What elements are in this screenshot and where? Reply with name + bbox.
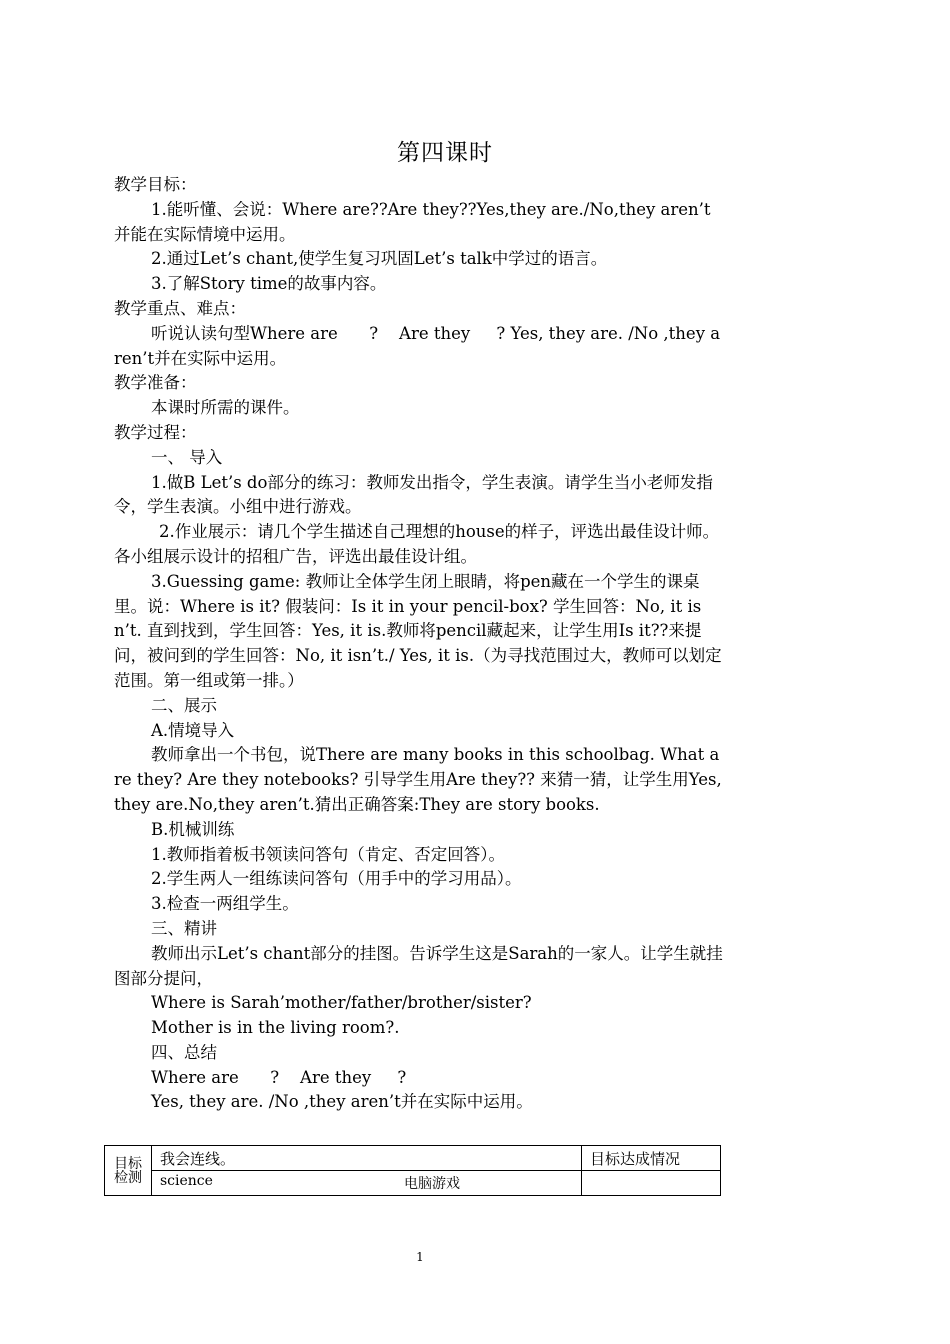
goal-table-status-header: 目标达成情况 — [582, 1146, 721, 1171]
paragraph: 四、总结 — [151, 1042, 217, 1062]
paragraph: 教师出示Let’s chant部分的挂图。告诉学生这是Sarah的一家人。让学生就挂图部分提问， — [114, 943, 723, 988]
paragraph: 1.教师指着板书领读问答句（肯定、否定回答）。 — [151, 844, 505, 864]
paragraph: 听说认读句型Where are ? Are they ? Yes, they are. /No ,they aren’t并在实际中运用。 — [114, 323, 721, 368]
match-left-item: science — [160, 1173, 213, 1189]
paragraph: 3.检查一两组学生。 — [151, 894, 299, 914]
goal-table — [104, 1145, 721, 1196]
page-number: 1 — [416, 1250, 424, 1264]
page-title: 第四课时 — [397, 140, 493, 166]
paragraph: Mother is in the living room?. — [151, 1018, 400, 1038]
paragraph: 教学过程： — [114, 422, 197, 442]
paragraph: 三、精讲 — [151, 918, 217, 938]
lesson-body — [114, 173, 726, 1115]
paragraph: Where is Sarah’mother/father/brother/sister? — [151, 993, 532, 1013]
goal-table-status-cell — [582, 1171, 721, 1196]
paragraph: 教学准备： — [114, 373, 197, 393]
paragraph: 二、展示 — [151, 695, 217, 715]
paragraph: 2.通过Let’s chant,使学生复习巩固Let’s talk中学过的语言。 — [151, 249, 608, 269]
paragraph: 3.了解Story time的故事内容。 — [151, 274, 387, 294]
paragraph: 教学目标： — [114, 175, 197, 194]
paragraph: 本课时所需的课件。 — [151, 398, 300, 418]
paragraph: A.情境导入 — [151, 720, 235, 740]
match-right-item: 电脑游戏 — [404, 1176, 460, 1192]
goal-table-task: 我会连线。 — [152, 1146, 582, 1171]
paragraph: 教师拿出一个书包，说There are many books in this schoolbag. What are they? Are they notebooks? 引导学生用Are they?? 来猜一猜，让学生用Yes,they are.No,they aren’t.猜出正确答案:They are story books. — [114, 745, 722, 814]
paragraph: 2.作业展示：请几个学生描述自己理想的house的样子，评选出最佳设计师。各小组展示设计的招租广告，评选出最佳设计组。 — [114, 522, 720, 566]
goal-table-label: 目标检测 — [105, 1146, 152, 1196]
paragraph: 一、 导入 — [151, 447, 223, 467]
paragraph: 1.做B Let’s do部分的练习：教师发出指令，学生表演。请学生当小老师发指令，学生表演。小组中进行游戏。 — [114, 472, 713, 517]
paragraph: Yes, they are. /No ,they aren’t并在实际中运用。 — [151, 1092, 533, 1112]
paragraph: 2.学生两人一组练读问答句（用手中的学习用品）。 — [151, 869, 522, 889]
paragraph: 3.Guessing game: 教师让全体学生闭上眼睛，将pen藏在一个学生的课桌里。说：Where is it? 假装问：Is it in your pencil-box? 学生回答：No, it isn’t. 直到找到，学生回答：Yes, it is.教师将pencil藏起来，让学生用Is it??来提问，被问到的学生回答：No, it isn’t./ Yes, it is.（为寻找范围过大，教师可以划定范围。第一组或第一排。） — [114, 571, 722, 690]
paragraph: B.机械训练 — [151, 819, 235, 839]
goal-table-match-row — [152, 1171, 582, 1196]
paragraph: Where are ? Are they ? — [151, 1067, 407, 1087]
paragraph: 1.能听懂、会说：Where are??Are they??Yes,they are./No,they aren’t并能在实际情境中运用。 — [114, 199, 711, 244]
paragraph: 教学重点、难点： — [114, 298, 246, 318]
